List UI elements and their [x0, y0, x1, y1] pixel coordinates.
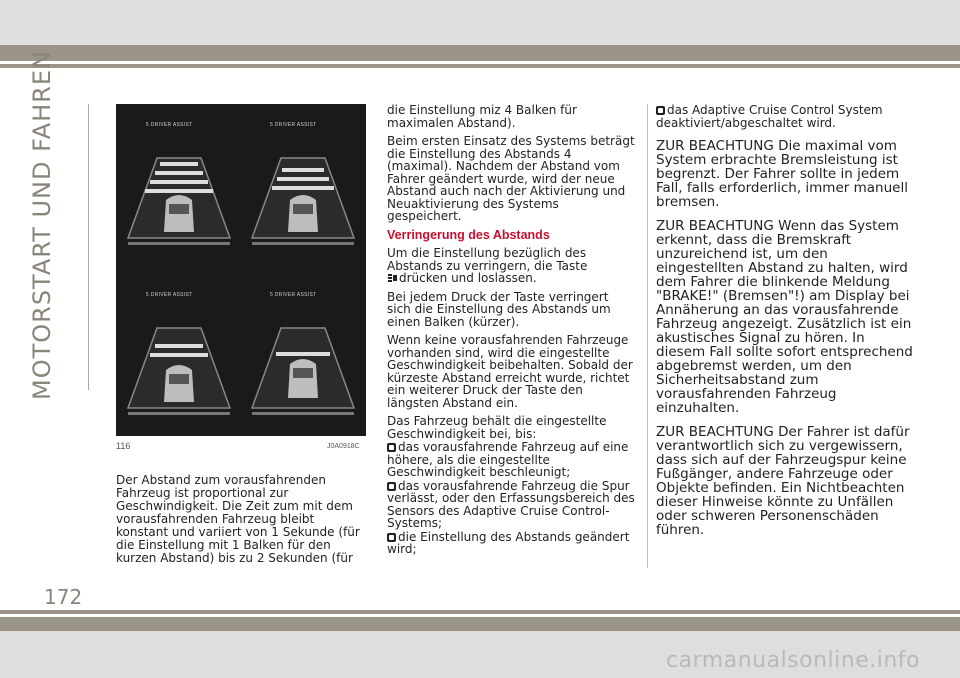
top-rule-thin	[0, 64, 960, 68]
display-panel-1	[122, 114, 236, 264]
distance-4-bars-graphic	[122, 128, 236, 258]
column-2	[387, 104, 635, 562]
top-band	[0, 0, 960, 45]
distance-3-bars-graphic	[246, 128, 360, 258]
distance-2-bars-graphic	[122, 298, 236, 428]
note-paragraph: ZUR BEACHTUNG Wenn das System erkennt, dass die Bremskraft unzureichend ist, um den eingestellten Abstand zu halten, wird dem Fahrer die blinkende Meldung "BRAKE!" (Bremsen"!) am Display bei Annäherung an das vorausfahrende Fahrzeug angezeigt. Zusätzlich ist ein akustisches Signal zu hören. In diesem Fall sollte sofort entsprechend abgebremst werden, um den Sicherheitsabstand zum vorausfahrenden Fahrzeug einzuhalten.	[656, 218, 913, 416]
note-paragraph: ZUR BEACHTUNG Der Fahrer ist dafür verantwortlich sich zu vergewissern, dass sich auf der Fahrzeugspur keine Fußgänger, andere Fahrzeuge oder Objekte befinden. Ein Nichtbeachten dieser Hinweise könnte zu Unfällen oder schweren Personenschäden führen.	[656, 424, 910, 538]
chapter-title: MOTORSTART UND FAHREN	[28, 50, 56, 400]
list-item	[387, 480, 635, 530]
paragraph: Das Fahrzeug behält die eingestellte Geschwindigkeit bei, bis:	[387, 414, 607, 441]
display-panel-3	[122, 284, 236, 434]
figure-number: 116	[116, 441, 131, 451]
panel-label: 5 DRIVER ASSIST	[270, 122, 317, 128]
panel-label: 5 DRIVER ASSIST	[270, 292, 317, 298]
bullet-icon	[387, 443, 396, 452]
section-heading: Verringerung des Abstands	[387, 227, 550, 242]
distance-1-bar-graphic	[246, 298, 360, 428]
top-rule	[0, 45, 960, 61]
chapter-divider	[88, 104, 89, 390]
paragraph: Der Abstand zum vorausfahrenden Fahrzeug ist proportional zur Geschwindigkeit. Die Zeit zum mit dem vorausfahrenden Fahrzeug bleibt konstant und variiert von 1 Sekunde (für die Einstellung mit 1 Balken für den kurzen Abstand) bis zu 2 Sekunden (für	[116, 473, 360, 565]
bottom-rule-thin	[0, 610, 960, 614]
paragraph	[387, 247, 635, 285]
distance-button-icon	[387, 273, 398, 284]
list-item-text: das vorausfahrende Fahrzeug auf eine höhere, als die eingestellte Geschwindigkeit beschleunigt;	[387, 440, 629, 479]
paragraph-part: Um die Einstellung bezüglich des Abstands zu verringern, die Taste	[387, 246, 588, 273]
display-panel-2	[246, 114, 360, 264]
list-item	[656, 104, 916, 129]
panel-label: 5 DRIVER ASSIST	[146, 292, 193, 298]
list-item-text: das Adaptive Cruise Control System deaktiviert/abgeschaltet wird.	[656, 103, 883, 130]
paragraph-part: drücken und loslassen.	[399, 271, 537, 285]
paragraph: Bei jedem Druck der Taste verringert sich die Einstellung des Abstands um einen Balken (kürzer).	[387, 289, 611, 329]
paragraph: die Einstellung miz 4 Balken für maximalen Abstand).	[387, 103, 577, 130]
panel-label: 5 DRIVER ASSIST	[146, 122, 193, 128]
list-item	[387, 441, 635, 479]
column-3	[656, 104, 916, 543]
list-item-text: die Einstellung des Abstands geändert wird;	[387, 529, 630, 556]
bullet-icon	[387, 533, 396, 542]
paragraph: Beim ersten Einsatz des Systems beträgt die Einstellung des Abstands 4 (maximal). Nachdem der Abstand vom Fahrer geändert wurde, wird der neue Abstand auch nach der Aktivierung und Neuaktivierung des Systems gespeichert.	[387, 134, 635, 223]
bullet-icon	[387, 482, 396, 491]
note-paragraph: ZUR BEACHTUNG Die maximal vom System erbrachte Bremsleistung ist begrenzt. Der Fahrer sollte in jedem Fall, falls erforderlich, immer manuell bremsen.	[656, 138, 908, 210]
bullet-icon	[656, 106, 665, 115]
column-1	[116, 474, 366, 571]
list-item	[387, 531, 635, 556]
figure-code: J0A0918C	[327, 443, 360, 450]
list-item-text: das vorausfahrende Fahrzeug die Spur verlässt, oder den Erfassungsbereich des Sensors des Adaptive Cruise Control-Systems;	[387, 478, 635, 530]
page-number: 172	[44, 585, 83, 609]
paragraph: Wenn keine vorausfahrenden Fahrzeuge vorhanden sind, wird die eingestellte Geschwindigkeit beibehalten. Sobald der kürzeste Abstand erreicht wurde, richtet ein weiterer Druck der Taste den längsten Abstand ein.	[387, 333, 633, 410]
bottom-rule	[0, 617, 960, 631]
driver-assist-figure	[116, 104, 366, 436]
watermark: carmanualsonline.info	[666, 648, 920, 673]
display-panel-4	[246, 284, 360, 434]
column-divider	[647, 104, 648, 568]
column-gap	[377, 104, 378, 568]
